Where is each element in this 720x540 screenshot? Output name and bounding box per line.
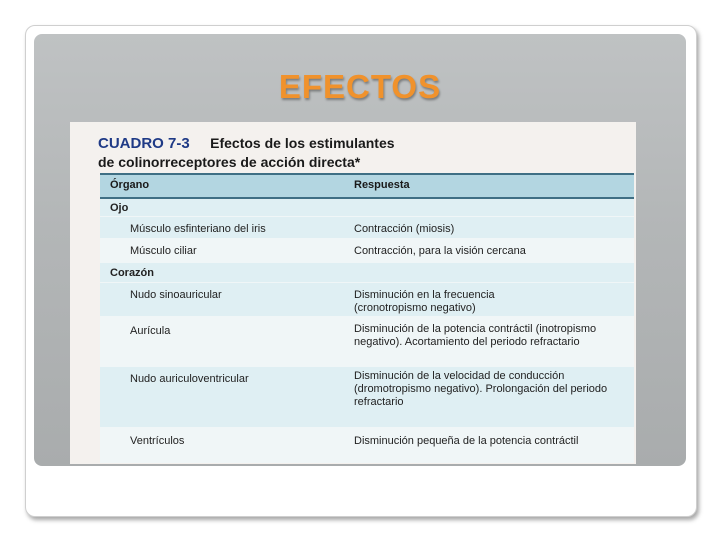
organ-cell: Músculo esfinteriano del iris <box>130 223 266 235</box>
response-cell: Contracción (miosis) <box>354 223 455 235</box>
table-row <box>100 239 634 261</box>
scanned-table-image <box>70 122 636 464</box>
slide-title: EFECTOS <box>278 68 442 105</box>
table-row <box>100 429 634 463</box>
table-caption <box>98 135 395 170</box>
response-cell: Disminución de la potencia contráctil (inotropismo negativo). Acortamiento del periodo refractario <box>354 323 597 348</box>
table-row <box>100 217 634 238</box>
table-row <box>100 319 634 365</box>
organ-cell: Nudo auriculoventricular <box>130 373 249 385</box>
table-caption-line1: Efectos de los estimulantes <box>210 135 395 151</box>
organ-cell: Músculo ciliar <box>130 245 197 257</box>
response-cell: Disminución de la velocidad de conducción (dromotropismo negativo). Prolongación del periodo refractario <box>354 370 608 408</box>
response-cell: Disminución pequeña de la potencia contráctil <box>354 435 579 447</box>
effects-table <box>100 173 634 463</box>
column-header-organ: Órgano <box>110 179 150 191</box>
column-header-response: Respuesta <box>354 179 410 191</box>
table-caption-line2: de colinorreceptores de acción directa* <box>98 154 361 170</box>
organ-cell: Ventrículos <box>130 435 185 447</box>
table-header <box>100 173 634 199</box>
response-cell: Contracción, para la visión cercana <box>354 245 526 257</box>
table-row <box>100 263 634 282</box>
table-row <box>100 367 634 427</box>
response-cell: Disminución en la frecuencia (cronotropismo negativo) <box>354 289 495 314</box>
table-row <box>100 199 634 216</box>
table-row <box>100 283 634 316</box>
organ-cell: Ojo <box>110 202 129 214</box>
organ-cell: Corazón <box>110 267 154 279</box>
organ-cell: Nudo sinoauricular <box>130 289 222 301</box>
organ-cell: Aurícula <box>130 325 171 337</box>
table-code: CUADRO 7-3 <box>98 135 190 152</box>
